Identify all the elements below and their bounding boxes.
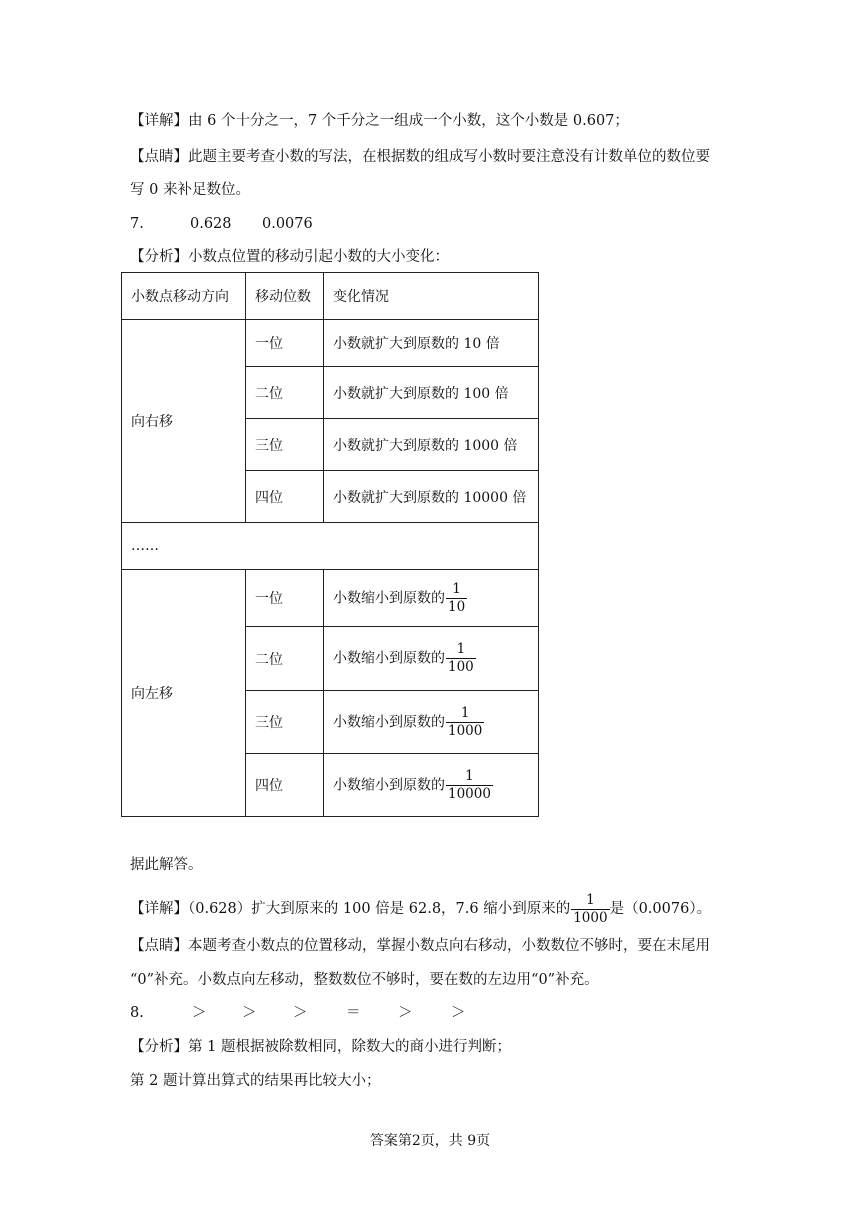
fraction-denominator: 10000 [448,785,491,802]
conclusion-paragraph: 据此解答。 [130,857,203,873]
detail-paragraph: 【详解】由 6 个十分之一，7 个千分之一组成一个小数，这个小数是 0.607； [130,113,629,129]
comparison-sign: ＞ [242,1005,257,1021]
question-number: 7. [130,216,144,232]
tip-7-paragraph-line-1: 【点睛】本题考查小数点的位置移动，掌握小数点向右移动，小数数位不够时，要在末尾用 [130,938,710,954]
fraction [446,705,484,740]
change-cell: 小数就扩大到原数的 10 倍 [324,320,539,367]
change-cell [324,754,539,817]
question-7-answers [130,214,313,234]
question-number: 8. [130,1005,144,1021]
fraction-denominator: 10 [448,598,466,615]
comparison-sign: ＞ [293,1005,308,1021]
fraction-numerator: 1 [586,891,595,908]
places-cell: 三位 [246,419,324,471]
fraction [446,641,476,676]
detail-text: 【详解】（0.628）扩大到原来的 100 倍是 62.8，7.6 缩小到原来的 [130,901,571,917]
comparison-sign: ＞ [398,1005,413,1021]
places-cell: 一位 [246,320,324,367]
tip-paragraph-line-2: 写 0 来补足数位。 [130,182,250,198]
comparison-sign: ＞ [451,1005,466,1021]
analysis-paragraph: 【分析】小数点位置的移动引起小数的大小变化： [130,249,449,265]
question-8-note: 第 2 题计算出算式的结果再比较大小； [130,1073,381,1089]
places-cell: 四位 [246,754,324,817]
fraction [446,581,467,616]
ellipsis-row: …… [122,523,539,570]
direction-cell-left: 向左移 [122,570,246,817]
places-cell: 一位 [246,570,324,627]
detail-text: 是（0.0076）。 [609,901,712,917]
fraction-denominator: 100 [448,659,474,675]
fraction-denominator: 1000 [573,909,608,926]
comparison-sign: ＞ [192,1005,207,1021]
fraction-numerator: 1 [452,580,461,597]
change-text: 小数缩小到原数的 [333,650,445,667]
places-cell: 三位 [246,691,324,754]
places-cell: 二位 [246,367,324,419]
fraction-denominator: 1000 [448,722,483,739]
tip-7-paragraph-line-2: “0”补充。小数点向左移动，整数数位不够时，要在数的左边用“0”补充。 [130,972,599,988]
decimal-shift-table [121,272,539,817]
answer-value: 0.628 [190,216,232,232]
table-header: 移动位数 [246,273,324,320]
question-8-answers [130,1003,466,1023]
change-text: 小数缩小到原数的 [333,590,445,606]
fraction [446,768,493,803]
table-header: 小数点移动方向 [122,273,246,320]
detail-7-paragraph [130,890,711,928]
change-cell [324,627,539,691]
places-cell: 四位 [246,471,324,523]
change-cell: 小数就扩大到原数的 10000 倍 [324,471,539,523]
direction-cell-right: 向右移 [122,320,246,523]
page-footer: 答案第2页，共 9页 [369,1133,491,1149]
tip-paragraph-line-1: 【点睛】此题主要考查小数的写法，在根据数的组成写小数时要注意没有计数单位的数位要 [130,149,710,165]
fraction-numerator: 1 [456,641,466,657]
fraction-numerator: 1 [460,704,470,721]
change-cell [324,691,539,754]
places-cell: 二位 [246,627,324,691]
change-text: 小数缩小到原数的 [333,777,445,793]
change-text: 小数缩小到原数的 [333,714,445,730]
change-cell [324,570,539,627]
answer-value: 0.0076 [262,216,313,232]
fraction-numerator: 1 [465,767,474,784]
analysis-8-paragraph: 【分析】第 1 题根据被除数相同，除数大的商小进行判断； [130,1039,511,1055]
fraction [571,892,609,927]
comparison-sign: ＝ [346,1005,361,1021]
change-cell: 小数就扩大到原数的 100 倍 [324,367,539,419]
table-header: 变化情况 [324,273,539,320]
change-cell: 小数就扩大到原数的 1000 倍 [324,419,539,471]
